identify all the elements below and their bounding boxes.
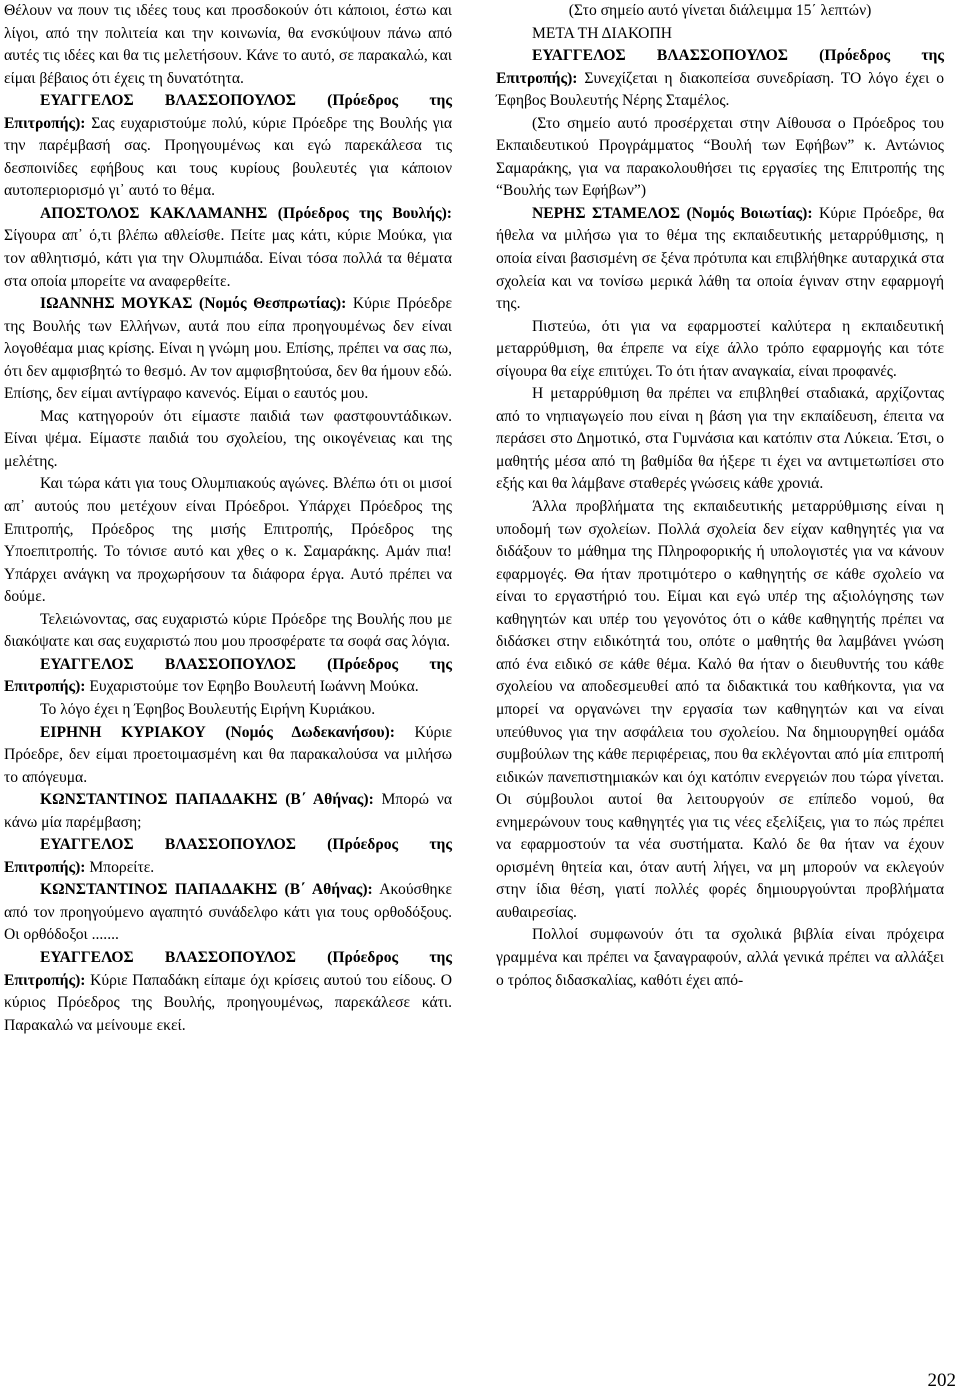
paragraph <box>4 789 452 834</box>
paragraph-text: Ακούσθηκε από τον προηγούμενο αγαπητό συνάδελφο κάτι για τους ορθοδόξους. Οι ορθόδοξοι ....... <box>4 881 452 944</box>
paragraph-text: (Στο σημείο αυτό γίνεται διάλειμμα 15΄ λεπτών) <box>568 2 872 19</box>
speaker-name: ΚΩΝΣΤΑΝΤΙΝΟΣ ΠΑΠΑΔΑΚΗΣ (Β΄ Αθήνας): <box>40 791 374 809</box>
paragraph-text: Η μεταρρύθμιση θα πρέπει να επιβληθεί σταδιακά, αρχίζοντας από το νηπιαγωγείο που είναι η βάση για την εκπαίδευση, έπειτα να περάσει στο Δημοτικό, στα Γυμνάσια και κατόπιν στα Λύκεια. Έτσι, ο μαθητής μέσα από τη βαθμίδα θα ήξερε τι έχει να αντιμετωπίσει στο εξής και θα λάμβανε σταθερές γνώσεις κάθε χρονιά. <box>496 385 944 493</box>
paragraph-text: Και τώρα κάτι για τους Ολυμπιακούς αγώνες. Βλέπω ότι οι μισοί απ᾽ αυτούς που μετέχουν είναι Πρόεδροι. Υπάρχει Πρόεδρος της Επιτροπής, Πρόεδρος της μισής Επιτροπής, Πρόεδρος της Υποεπιτροπής. Το τόνισε αυτό και χθες ο κ. Σαμαράκης. Αμάν πια! Υπάρχει ανάγκη να προχωρήσουν τα διάφορα έργα. Αυτό πρέπει να δούμε. <box>4 475 452 606</box>
paragraph <box>4 406 452 474</box>
paragraph-text: Πολλοί συμφωνούν ότι τα σχολικά βιβλία είναι πρόχειρα γραμμένα και πρέπει να ξαναγραφούν, αλλά γενικά πρέπει να αλλάξει ο τρόπος διδασκαλίας, καθότι έχει από- <box>496 926 944 989</box>
speaker-name: ΕΥΑΓΓΕΛΟΣ ΒΛΑΣΣΟΠΟΥΛΟΣ (Πρόεδρος της Επιτροπής): <box>496 47 944 87</box>
paragraph <box>4 0 452 90</box>
speaker-name: ΚΩΝΣΤΑΝΤΙΝΟΣ ΠΑΠΑΔΑΚΗΣ (Β΄ Αθήνας): <box>40 881 373 899</box>
paragraph <box>496 383 944 496</box>
speaker-name: ΝΕΡΗΣ ΣΤΑΜΕΛΟΣ (Νομός Βοιωτίας): <box>532 204 813 222</box>
paragraph <box>496 316 944 384</box>
paragraph-text: Σίγουρα απ᾽ ό,τι βλέπω αθλείσθε. Πείτε μας κάτι, κύριε Μούκα, για τον αθλητισμό, κάτι για την Ολυμπιάδα. Είναι τόσα πολλά τα θέματα στα οποία μπορείτε να αναφερθείτε. <box>4 227 452 290</box>
paragraph-text: Θέλουν να πουν τις ιδέες τους και προσδοκούν ότι κάποιοι, έστω και λίγοι, από την πολιτεία και την κοινωνία, θα ενσκύψουν πάνω από αυτές τις ιδέες και θα τις μελετήσουν. Κάνε το αυτό, σε παρακαλώ, και είμαι βέβαιος ότι έχεις τη δυνατότητα. <box>4 2 452 87</box>
speaker-name: ΕΥΑΓΓΕΛΟΣ ΒΛΑΣΣΟΠΟΥΛΟΣ (Πρόεδρος της Επιτροπής): <box>4 655 452 696</box>
speaker-name: ΑΠΟΣΤΟΛΟΣ ΚΑΚΛΑΜΑΝΗΣ (Πρόεδρος της Βουλής): <box>40 204 452 222</box>
left-column <box>4 0 452 1037</box>
speaker-name: ΙΩΑΝΝΗΣ ΜΟΥΚΑΣ (Νομός Θεσπρωτίας): <box>40 295 347 313</box>
paragraph <box>496 496 944 924</box>
paragraph <box>496 0 944 23</box>
paragraph <box>496 203 944 316</box>
paragraph <box>4 699 452 722</box>
paragraph <box>496 23 944 46</box>
page-number: 202 <box>927 1370 956 1391</box>
paragraph <box>4 947 452 1037</box>
speaker-name: ΕΥΑΓΓΕΛΟΣ ΒΛΑΣΣΟΠΟΥΛΟΣ (Πρόεδρος της Επιτροπής): <box>4 92 452 132</box>
paragraph-text: Μπορώ να κάνω μία παρέμβαση; <box>4 791 452 831</box>
paragraph-text: Σας ευχαριστούμε πολύ, κύριε Πρόεδρε της Βουλής για την παρέμβασή σας. Προηγουμένως και εγώ παρεκάλεσα τις δεσποινίδες εφήβους και τους κυρίους βουλευτές για κάποιον αυτοπεριορισμό γι᾽ αυτό το θέμα. <box>4 114 452 200</box>
paragraph <box>4 473 452 608</box>
paragraph-text: Ευχαριστούμε τον Εφηβο Βουλευτή Ιωάννη Μούκα. <box>85 678 419 696</box>
paragraph <box>496 113 944 203</box>
paragraph <box>496 924 944 992</box>
speaker-name: ΕΙΡΗΝΗ ΚΥΡΙΑΚΟΥ (Νομός Δωδεκανήσου): <box>40 723 395 741</box>
paragraph-text: Κύριε Πρόεδρε της Βουλής των Ελλήνων, αυτά που είπα προηγουμένως δεν είναι λογοθέαμα μιας κρίσης. Είναι η γνώμη μου. Επίσης, πρέπει να σας πω, ότι δεν αμφισβητώ το θεσμό. Αν τον αμφισβητούσα, δεν θα ήμουν εδώ. Επίσης, δεν είμαι αντίγραφο κανενός. Είμαι ο εαυτός μου. <box>4 295 452 403</box>
paragraph-text: (Στο σημείο αυτό προσέρχεται στην Αίθουσα ο Πρόεδρος του Εκπαιδευτικού Προγράμματος “Βουλή των Εφήβων” κ. Αντώνιος Σαμαράκης, για να παρακολουθήσει τις εργασίες της Επιτροπής της “Βουλής των Εφήβων”) <box>496 114 944 200</box>
paragraph-text: ΜΕΤΑ ΤΗ ΔΙΑΚΟΠΗ <box>532 24 672 42</box>
paragraph-text: Συνεχίζεται η διακοπείσα συνεδρίαση. ΤΟ λόγο έχει ο Έφηβος Βουλευτής Νέρης Σταμέλος. <box>496 69 944 110</box>
paragraph-text: Τελειώνοντας, σας ευχαριστώ κύριε Πρόεδρε της Βουλής που με διακόψατε και σας ευχαριστώ που μου προσφέρατε τα σοφά σας λόγια. <box>4 610 452 651</box>
paragraph <box>4 90 452 203</box>
paragraph-text: Πιστεύω, ότι για να εφαρμοστεί καλύτερα η εκπαιδευτική μεταρρύθμιση, θα έπρεπε να είχε άλλο τρόπο εφαρμογής και τότε σίγουρα θα είχε επιτύχει. Το ότι ήταν αναγκαία, είναι προφανές. <box>496 317 944 380</box>
paragraph <box>4 203 452 293</box>
paragraph-text: Μας κατηγορούν ότι είμαστε παιδιά των φαστφουντάδικων. Είναι ψέμα. Είμαστε παιδιά του σχολείου, της οικογένειας και της μελέτης. <box>4 407 452 470</box>
paragraph-text: Κύριε Πρόεδρε, δεν είμαι προετοιμασμένη και θα παρακαλούσα να μιλήσω το απόγευμα. <box>4 723 453 786</box>
paragraph <box>4 722 452 790</box>
paragraph-text: Άλλα προβλήματα της εκπαιδευτικής μεταρρύθμισης είναι η υποδομή των σχολείων. Πολλά σχολεία δεν είχαν καθηγητές για να διδάξουν το μάθημα της Πληροφορικής ή υπολογιστές για να κάνουν εφαρμογές. Θα ήταν προτιμότερο ο καθηγητής σε κάθε σχολείο να είναι το εργαστήριό του. Είμαι και εγώ υπέρ της αξιολόγησης των καθηγητών και υπέρ του γεγονότος ότι ο κάθε καθηγητής πρέπει να διδάσκει στην ειδικότητά του, οπότε ο μαθητής θα λαμβάνει γνώση από ένα ειδικό σε κάθε θέμα. Καλό θα ήταν ο διευθυντής του κάθε σχολείου να αποδεσμευθεί από τα διδακτικά του καθήκοντα, για να μπορεί να οργανώνει την εργασία των καθηγητών και να είναι υπεύθυνος για την ασφάλεια του σχολείου. Να δημιουργηθεί ομάδα συμβούλων της κάθε περιφέρειας, που θα εκλέγονται από μία επιτροπή ειδικών πανεπιστημιακών και όχι κατόπιν ενεργειών που τώρα γίνεται. Οι σύμβουλοι αυτοί θα λειτουργούν σε επίπεδο νομού, θα ενημερώνουν τους καθηγητές για τις νέες εξελίξεις, για το πώς πρέπει να εφαρμοστούν τα νέα συστήματα. Καλό δε θα ήταν να έχουν ορισμένη θητεία και, όταν αυτή λήγει, να μη μπορούν να εκλεγούν στην ίδια θέση, γιατί πολλές φορές δημιουργούνται προβλήματα αυθαιρεσίας. <box>496 498 944 921</box>
paragraph <box>496 45 944 113</box>
paragraph-text: Κύριε Πρόεδρε, θα ήθελα να μιλήσω για το θέμα της εκπαιδευτικής μεταρρύθμισης, η οποία είναι βασισμένη σε ξένα πρότυπα και επιβλήθηκε αυταρχικά στα σχολεία και να τονίσω μερικά λάθη τα οποία έγιναν στην εφαρμογή της. <box>496 204 944 313</box>
paragraph-text: Κύριε Παπαδάκη είπαμε όχι κρίσεις αυτού του είδους. Ο κύριος Πρόεδρος της Βουλής, προηγουμένως, παρεκάλεσε κάτι. Παρακαλώ να μείνουμε εκεί. <box>4 971 452 1034</box>
paragraph <box>4 609 452 654</box>
paragraph-text: Μπορείτε. <box>85 858 155 876</box>
paragraph <box>4 879 452 947</box>
paragraph-text: Το λόγο έχει η Έφηβος Βουλευτής Ειρήνη Κυριάκου. <box>40 700 376 718</box>
paragraph <box>4 654 452 699</box>
speaker-name: ΕΥΑΓΓΕΛΟΣ ΒΛΑΣΣΟΠΟΥΛΟΣ (Πρόεδρος της Επιτροπής): <box>4 948 452 989</box>
right-column <box>496 0 944 992</box>
speaker-name: ΕΥΑΓΓΕΛΟΣ ΒΛΑΣΣΟΠΟΥΛΟΣ (Πρόεδρος της Επιτροπής): <box>4 836 452 876</box>
paragraph <box>4 834 452 879</box>
paragraph <box>4 293 452 406</box>
